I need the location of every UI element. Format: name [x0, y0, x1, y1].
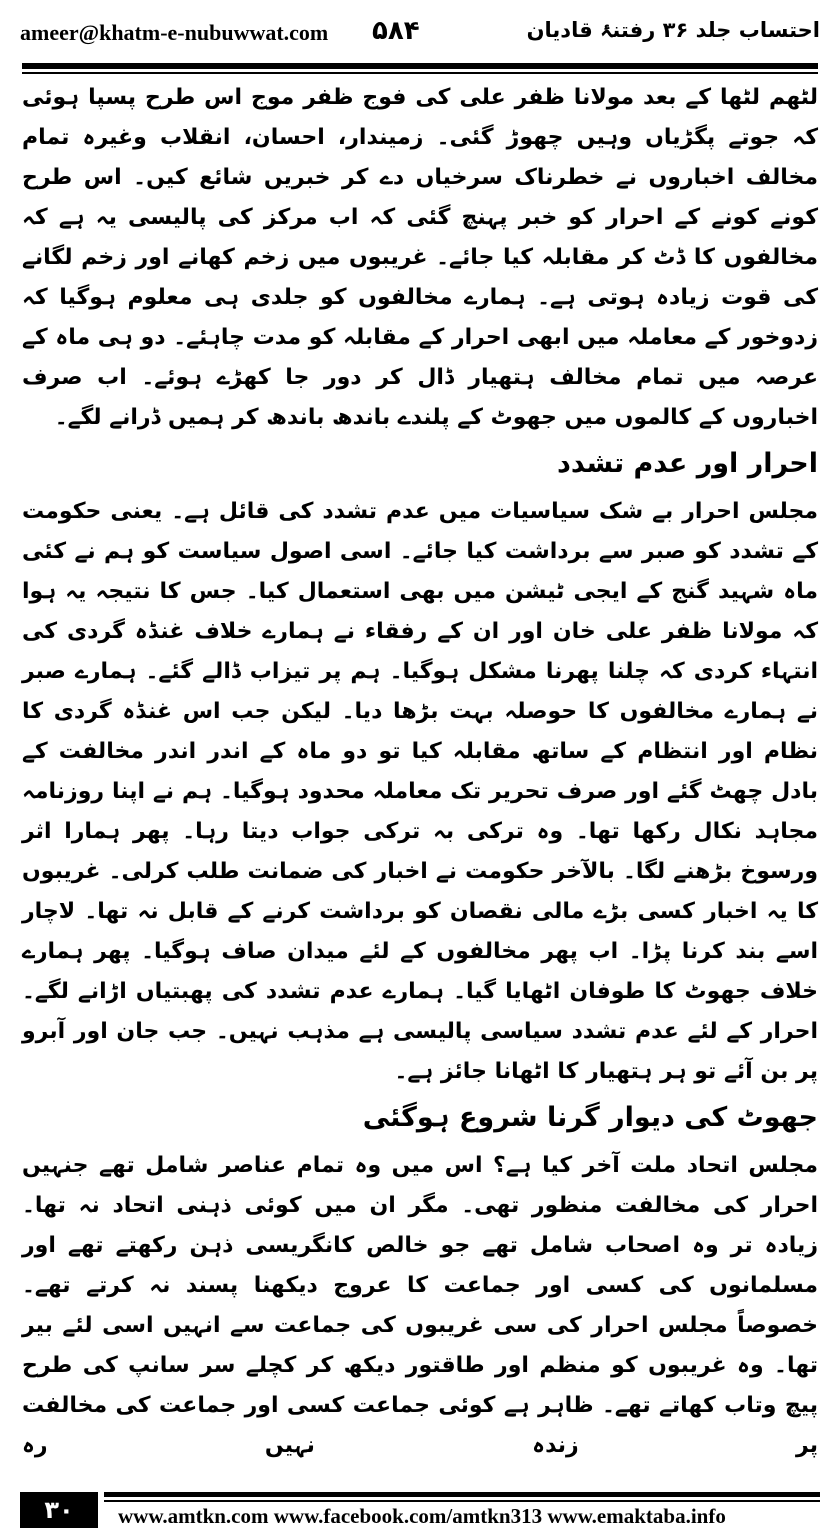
- page-header: [20, 14, 820, 58]
- header-rule: [22, 63, 818, 69]
- footer-links: www.amtkn.com www.facebook.com/amtkn313 www.emaktaba.info: [118, 1504, 726, 1528]
- section-heading-2: جھوٹ کی دیوار گرنا شروع ہوگئی: [362, 1102, 818, 1133]
- page-footer: [20, 1488, 820, 1534]
- header-rule-thin: [22, 72, 818, 74]
- paragraph-3: مجلس اتحاد ملت آخر کیا ہے؟ اس میں وہ تمام عناصر شامل تھے جنہیں احرار کی مخالفت منظور تھی۔ مگر ان میں کوئی ذہنی اتحاد نہ تھا۔ زیادہ تر وہ اصحاب شامل تھے جو خالص کانگریسی ذہن رکھتے تھے اور مسلمانوں کی کسی اور جماعت کا عروج دیکھنا پسند نہ کرتے تھے۔ خصوصاً مجلس احرار کی سی غریبوں کی جماعت سے انہیں اسی لئے بیر تھا۔ وہ غریبوں کو منظم اور طاقتور دیکھ کر کچلے سر سانپ کی طرح پیچ وتاب کھاتے تھے۔ ظاہر ہے کوئی جماعت کسی اور جماعت کی مخالفت پر زندہ نہیں رہ: [22, 1153, 818, 1458]
- body-text: [22, 78, 818, 1466]
- footer-page-badge: ۳۰: [20, 1492, 98, 1528]
- section-heading-1: احرار اور عدم تشدد: [557, 448, 818, 479]
- footer-rule-thin: [104, 1500, 820, 1502]
- page-number: ۵۸۴: [372, 16, 420, 46]
- paragraph-2: مجلس احرار بے شک سیاسیات میں عدم تشدد کی قائل ہے۔ یعنی حکومت کے تشدد کو صبر سے برداشت کیا جائے۔ اسی اصول سیاست کو ہم نے کئی ماہ شہید گنج کے ایجی ٹیشن میں بھی استعمال کیا۔ جس کا نتیجہ یہ ہوا کہ مولانا ظفر علی خان اور ان کے رفقاء نے ہمارے خلاف غنڈہ گردی کی انتہاء کردی کہ چلنا پھرنا مشکل ہوگیا۔ ہم پر تیزاب ڈالے گئے۔ ہمارے صبر نے ہمارے مخالفوں کا حوصلہ بہت بڑھا دیا۔ لیکن جب اس غنڈہ گردی کا نظام اور انتظام کے ساتھ مقابلہ کیا تو دو ماہ کے اندر اندر مخالفت کے بادل چھٹ گئے اور صرف تحریر تک معاملہ محدود ہوگیا۔ ہم نے اپنا روزنامہ مجاہد نکال رکھا تھا۔ وہ ترکی بہ ترکی جواب دیتا رہا۔ پھر ہمارا اثر ورسوخ بڑھنے لگا۔ بالآخر حکومت نے اخبار کی ضمانت طلب کرلی۔ غریبوں کا یہ اخبار کسی بڑے مالی نقصان کو برداشت کرنے کے قابل نہ تھا۔ لاچار اسے بند کرنا پڑا۔ اب پھر مخالفوں کے لئے میدان صاف ہوگیا۔ پھر ہمارے خلاف جھوٹ کا طوفان اٹھایا گیا۔ ہمارے عدم تشدد کی پھبتیاں اڑانے لگے۔ احرار کے لئے عدم تشدد سیاسی پالیسی ہے مذہب نہیں۔ جب جان اور آبرو پر بن آئے تو ہر ہتھیار کا اٹھانا جائز ہے۔: [22, 499, 818, 1084]
- paragraph-1: لٹھم لٹھا کے بعد مولانا ظفر علی کی فوج ظفر موج اس طرح پسپا ہوئی کہ جوتے پگڑیاں وہیں چھوڑ گئی۔ زمیندار، احسان، انقلاب وغیرہ تمام مخالف اخباروں نے خطرناک سرخیاں دے کر خبریں شائع کیں۔ اس طرح کونے کونے کے احرار کو خبر پہنچ گئی کہ اب مرکز کی پالیسی یہ ہے کہ مخالفوں کا ڈٹ کر مقابلہ کیا جائے۔ غریبوں میں زخم کھانے اور زخم لگانے کی قوت زیادہ ہوتی ہے۔ ہمارے مخالفوں کو جلدی ہی معلوم ہوگیا کہ زدوخور کے معاملہ میں ابھی احرار کے مقابلہ کو مدت چاہئے۔ دو ہی ماہ کے عرصہ میں تمام مخالف ہتھیار ڈال کر دور جا کھڑے ہوئے۔ اب صرف اخباروں کے کالموں میں جھوٹ کے پلندے باندھ باندھ کر ہمیں ڈرانے لگے۔: [22, 85, 818, 430]
- header-email: ameer@khatm-e-nubuwwat.com: [20, 20, 329, 45]
- footer-rule: [104, 1492, 820, 1497]
- running-title: احتساب جلد ۳۶ رفتنۂ قادیان: [526, 18, 820, 42]
